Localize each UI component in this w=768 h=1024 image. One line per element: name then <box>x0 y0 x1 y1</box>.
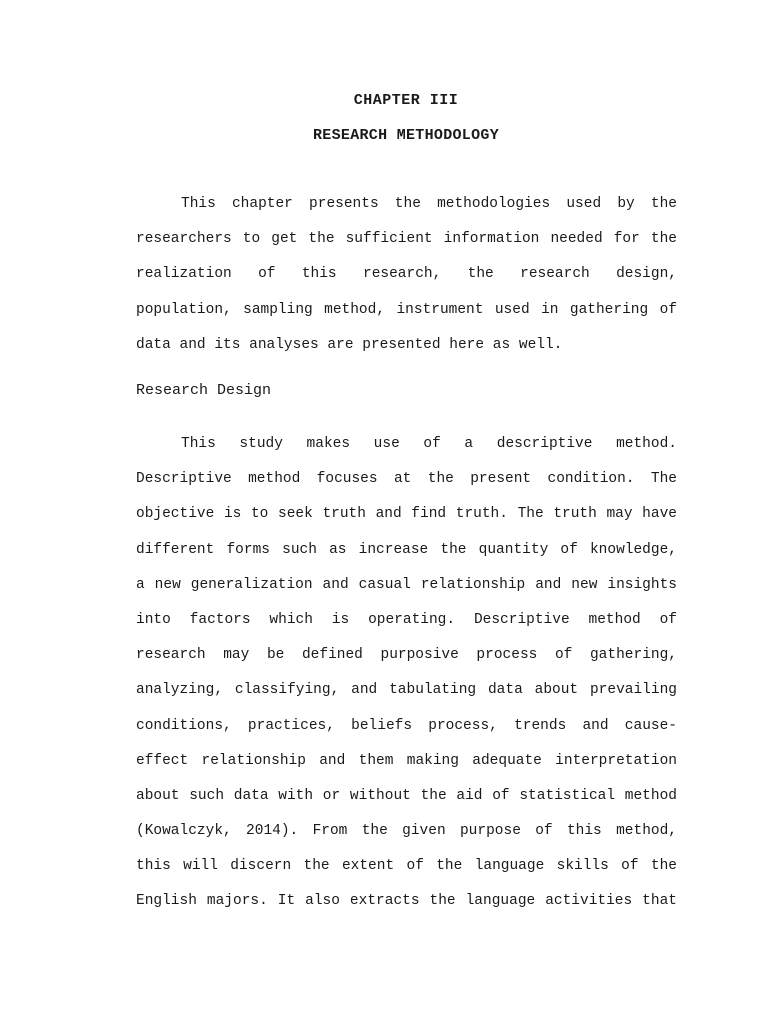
paragraph-line: objective is to seek truth and find truth. The truth may have <box>136 506 677 523</box>
chapter-title: CHAPTER III <box>353 92 459 109</box>
paragraph-line: research may be defined purposive process of gathering, <box>136 647 677 664</box>
paragraph-line: conditions, practices, beliefs process, trends and cause- <box>136 717 677 734</box>
section-heading: Research Design <box>136 382 272 399</box>
research-design-paragraph <box>136 434 677 927</box>
paragraph-line: (Kowalczyk, 2014). From the given purpose of this method, <box>136 823 677 840</box>
paragraph-line: This chapter presents the methodologies used by the <box>181 196 677 212</box>
paragraph-line: English majors. It also extracts the language activities that <box>136 893 677 910</box>
paragraph-line: researchers to get the sufficient information needed for the <box>136 231 677 248</box>
paragraph-line: Descriptive method focuses at the present condition. The <box>136 471 677 488</box>
paragraph-line: different forms such as increase the quantity of knowledge, <box>136 541 677 558</box>
paragraph-line: about such data with or without the aid of statistical method <box>136 787 677 804</box>
paragraph-line: population, sampling method, instrument used in gathering of <box>136 301 677 318</box>
paragraph-line: realization of this research, the research design, <box>136 266 677 283</box>
intro-paragraph <box>136 194 677 370</box>
paragraph-line: into factors which is operating. Descriptive method of <box>136 611 677 628</box>
paragraph-line: analyzing, classifying, and tabulating data about prevailing <box>136 682 677 699</box>
paragraph-line: effect relationship and them making adequate interpretation <box>136 752 677 769</box>
paragraph-line: data and its analyses are presented here as well. <box>136 336 563 353</box>
paragraph-line: this will discern the extent of the language skills of the <box>136 858 677 875</box>
paragraph-line: a new generalization and casual relationship and new insights <box>136 576 677 593</box>
chapter-subtitle: RESEARCH METHODOLOGY <box>312 127 500 144</box>
paragraph-line: This study makes use of a descriptive method. <box>181 436 677 452</box>
